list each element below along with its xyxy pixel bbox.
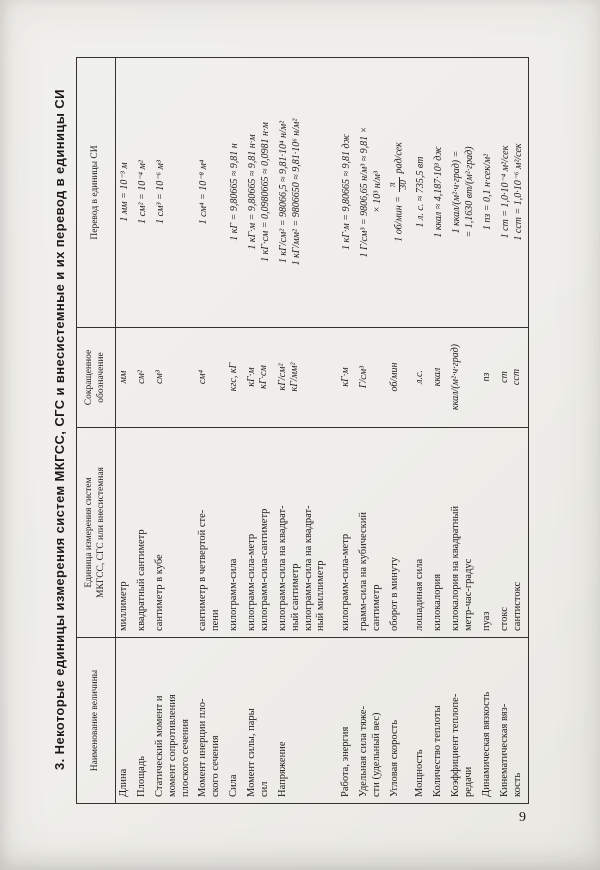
cell-abbr: мм: [116, 328, 135, 428]
cell-si: 1 Г/см³ = 9806,65 н/м³ ≈ 9,81 × × 10³ н/м³: [356, 58, 387, 328]
cell-abbr: об/мин: [387, 328, 412, 428]
table-row: [195, 58, 226, 804]
column-header-2: Сокращенное обозначение: [77, 328, 116, 428]
table-row: [244, 58, 275, 804]
cell-unit: килограмм-сила-метр килограмм-сила-сантиметр: [244, 428, 275, 638]
cell-unit: килокалория: [430, 428, 448, 638]
cell-abbr: пз: [479, 328, 497, 428]
table-header-row: [77, 58, 116, 804]
cell-abbr: ккал/(м²·ч·град): [448, 328, 479, 428]
table-row: [116, 58, 135, 804]
cell-unit: сантиметр в кубе: [152, 428, 195, 638]
cell-si: 1 см² = 10⁻⁴ м²: [134, 58, 152, 328]
table-row: [479, 58, 497, 804]
column-header-0: Наименование величины: [77, 638, 116, 804]
cell-name: Количество теплоты: [432, 705, 444, 797]
column-header-3: Перевод в единицы СИ: [77, 58, 116, 328]
cell-name: Кинематическая вяз- кость: [499, 703, 523, 797]
cell-si: 1 кГ·м = 9,80665 ≈ 9,81 н·м 1 кГ·см = 0,0980665 ≈ 0,0981 н·м: [244, 58, 275, 328]
cell-unit: лошадиная сила: [412, 428, 430, 638]
cell-name: Статический момент и момент сопротивления плоского сечения: [154, 694, 191, 797]
cell-abbr: кгс, кГ: [226, 328, 244, 428]
cell-abbr: кГ·м кГ·см: [244, 328, 275, 428]
cell-si: 1 ккал ≈ 4,187·10³ дж: [430, 58, 448, 328]
cell-unit: килограмм-сила на квадрат- ный сантиметр килограмм-сила на квадрат- ный миллиметр: [275, 428, 331, 638]
table-row: [497, 58, 529, 804]
cell-unit: килограмм-сила: [226, 428, 244, 638]
cell-unit: стокс сантистокс: [497, 428, 529, 638]
cell-name: Момент силы, пары сил: [245, 708, 270, 797]
rotated-table-block: [50, 54, 542, 806]
cell-name: Удельная сила тяже- сти (удельный вес): [358, 705, 382, 797]
cell-name: Динамическая вязкость: [481, 691, 493, 797]
cell-abbr: ст сст: [497, 328, 529, 428]
cell-si: 1 мм = 10⁻³ м: [116, 58, 135, 328]
table-row: [275, 58, 331, 804]
cell-si: 1 см³ = 10⁻⁶ м³: [152, 58, 195, 328]
cell-abbr: см³: [152, 328, 195, 428]
cell-unit: оборот в минуту: [387, 428, 412, 638]
cell-unit: квадратный сантиметр: [134, 428, 152, 638]
cell-name: Работа, энергия: [340, 726, 352, 797]
column-header-1: Единица измерения систем МКГСС, СГС или внесистемная: [77, 428, 116, 638]
cell-abbr: см²: [134, 328, 152, 428]
cell-unit: грамм-сила на кубический сантиметр: [356, 428, 387, 638]
cell-unit: миллиметр: [116, 428, 135, 638]
cell-name: Напряжение: [276, 741, 288, 797]
table-row: [448, 58, 479, 804]
table-row: [387, 58, 412, 804]
table-row: [152, 58, 195, 804]
page-number: 9: [519, 810, 526, 825]
cell-name: Длина: [118, 768, 129, 797]
cell-si: 1 ст = 1,0·10⁻⁴ м²/сек 1 сст = 1,0·10⁻⁶ м²/сек: [497, 58, 529, 328]
cell-name: Коэффициент теплопе- редачи: [450, 693, 474, 797]
cell-si: 1 кГ = 9,80665 ≈ 9,81 н: [226, 58, 244, 328]
table-row: [412, 58, 430, 804]
cell-si: 1 кГ·м = 9,80665 ≈ 9,81 дж: [331, 58, 356, 328]
table-title: 3. Некоторые единицы измерения систем МКГСС, СГС и внесистемные и их перевод в единицы СИ: [52, 89, 67, 770]
table-row: [331, 58, 356, 804]
cell-abbr: ккал: [430, 328, 448, 428]
table-row: [226, 58, 244, 804]
cell-abbr: см⁴: [195, 328, 226, 428]
units-conversion-table: [76, 57, 529, 804]
cell-unit: сантиметр в четвертой сте- пени: [195, 428, 226, 638]
cell-name: Момент инерции пло- ского сечения: [197, 698, 222, 797]
cell-unit: пуаз: [479, 428, 497, 638]
cell-abbr: кГ/см² кГ/мм²: [275, 328, 331, 428]
cell-si: 1 л. с. ≈ 735,5 вт: [412, 58, 430, 328]
table-row: [430, 58, 448, 804]
cell-unit: килокалория на квадратный метр-час-градус: [448, 428, 479, 638]
cell-abbr: кГ·м: [331, 328, 356, 428]
cell-si: 1 см⁴ = 10⁻⁸ м⁴: [195, 58, 226, 328]
cell-si: 1 пз = 0,1 н·сек/м²: [479, 58, 497, 328]
cell-abbr: л.с.: [412, 328, 430, 428]
cell-name: Угловая скорость: [389, 720, 401, 797]
cell-name: Сила: [227, 774, 239, 797]
cell-si: 1 кГ/см² = 98066,5 ≈ 9,81·10⁴ н/м² 1 кГ/мм² = 9806650 ≈ 9,81·10⁶ н/м²: [275, 58, 331, 328]
cell-unit: килограмм-сила-метр: [331, 428, 356, 638]
table-row: [356, 58, 387, 804]
table-body: [116, 58, 529, 804]
cell-name: Мощность: [414, 749, 426, 797]
cell-si: 1 об/мин = π 30 рад/сек: [387, 58, 412, 328]
cell-abbr: Г/см³: [356, 328, 387, 428]
cell-si: 1 ккал/(м²·ч·град) = = 1,1630 вт/(м²·град): [448, 58, 479, 328]
table-row: [134, 58, 152, 804]
cell-name: Площадь: [136, 756, 147, 797]
